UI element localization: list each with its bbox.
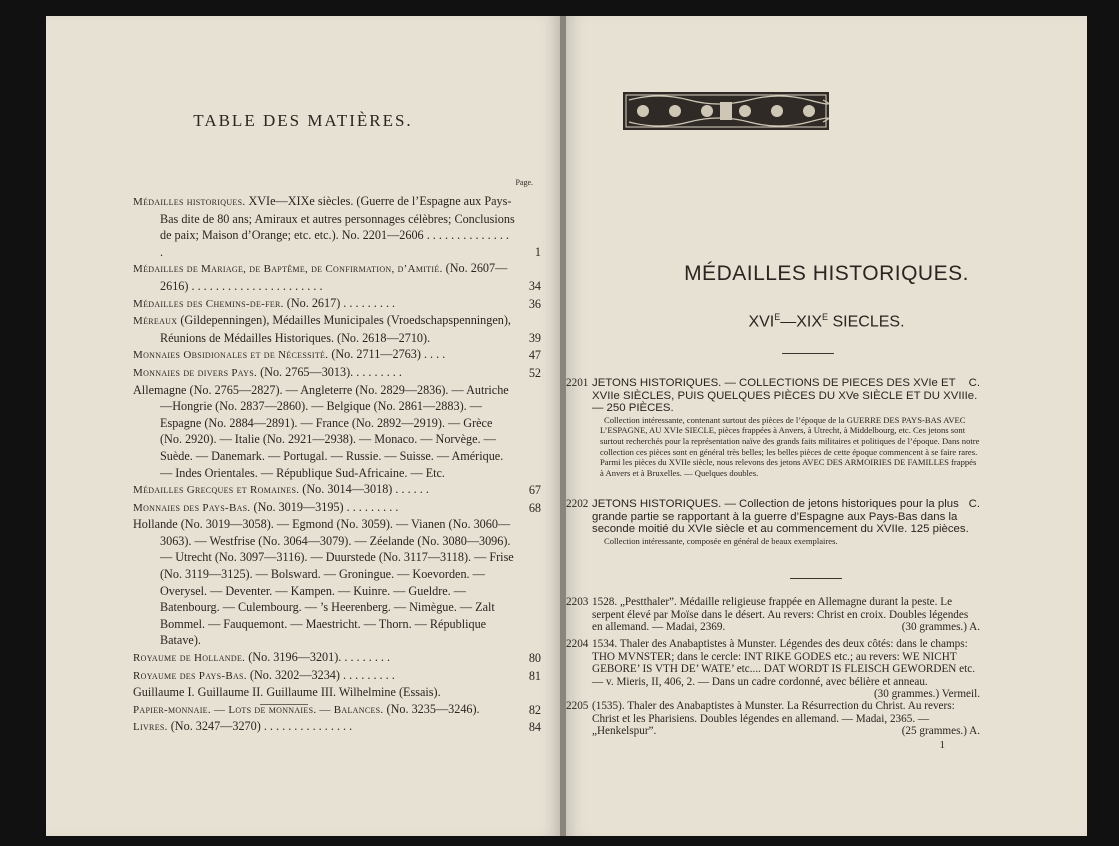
toc-entry-heading: Médailles historiques. bbox=[133, 196, 246, 208]
toc-entry-text: (No. 2617) . . . . . . . . . bbox=[283, 295, 396, 310]
toc-entry-heading: Monnaies de divers Pays. bbox=[133, 366, 258, 379]
toc-entry bbox=[133, 649, 541, 667]
lot-2202 bbox=[566, 498, 980, 546]
toc-page-number: 1 bbox=[534, 244, 541, 259]
toc-page-number: 82 bbox=[528, 702, 541, 717]
lot-number: 2203 bbox=[566, 596, 589, 608]
toc-entry bbox=[133, 481, 541, 499]
toc-page-number: 80 bbox=[528, 651, 541, 666]
toc-page-number: 39 bbox=[528, 330, 541, 345]
lot-text: 1534. Thaler des Anabaptistes à Munster. Légendes des deux côtés: dans le champs: THO MVNSTER; dans le cercle: INT RIKE GODES etc.; au revers: WE NICHT GEBORE’ IS VTH DE’ WATE’ etc.... DAT WORDT IS FLEISCH GEWORDEN etc. — v. Mieris, II, 406, 2. — Dans un cadre cordonné, avec bélière et anneau. bbox=[592, 638, 976, 688]
table-of-contents bbox=[133, 193, 541, 736]
toc-entry-heading: Médailles de Mariage, de Baptême, de Confirmation, d’Amitié. bbox=[133, 263, 443, 276]
lot-2201 bbox=[566, 377, 980, 478]
divider bbox=[260, 704, 308, 705]
lot-price: (25 grammes.) A. bbox=[901, 725, 980, 738]
toc-entry-heading: Papier-monnaie. — Lots de monnaies. — Balances. bbox=[133, 703, 384, 716]
toc-entry-text: (No. 2765—3013). . . . . . . . . bbox=[257, 364, 402, 379]
toc-entry bbox=[133, 516, 541, 649]
lot-price: C. bbox=[968, 377, 980, 389]
toc-entry bbox=[133, 382, 541, 482]
toc-entry-text: (No. 2607—2616) . . . . . . . . . . . . . . . . . . . . . . bbox=[160, 261, 508, 293]
lot-price: (30 grammes.) A. bbox=[901, 621, 980, 634]
right-page bbox=[566, 16, 1087, 836]
toc-entry bbox=[133, 346, 541, 364]
toc-page-number: 68 bbox=[528, 500, 541, 515]
lot-number: 2202 bbox=[566, 498, 589, 510]
lot-heading: JETONS HISTORIQUES. — Collection de jetons historiques pour la plus grande partie se rapportant à la guerre d’Espagne aux Pays-Bas dans la seconde moitié du XVIe siècle et au commencement du XVIIe. 125 pièces. bbox=[592, 498, 969, 536]
toc-entry bbox=[133, 667, 541, 685]
toc-page-number: 52 bbox=[528, 365, 541, 380]
lot-text: 1528. „Pestthaler”. Médaille religieuse frappée en Allemagne durant la peste. Le serpent élevé par Moïse dans le désert. Au revers: Christ en croix. Doubles légendes en allemand. — Madai, 2369. bbox=[592, 596, 969, 634]
toc-page-number: 34 bbox=[528, 278, 541, 293]
toc-entry-text: (No. 3196—3201). . . . . . . . . bbox=[245, 650, 391, 665]
toc-entry bbox=[133, 701, 541, 719]
toc-entry-text: (No. 2711—2763) . . . . bbox=[328, 347, 446, 362]
toc-entry-text: (No. 3235—3246). bbox=[383, 701, 480, 716]
page-number: 1 bbox=[939, 739, 945, 751]
toc-entry-text: Allemagne (No. 2765—2827). — Angleterre (No. 2829—2836). — Autriche—Hongrie (No. 2837—2860). — Belgique (No. 2861—2883). — Espagne (No. 2884—2891). — France (No. 2892—2919). — Grèce (No. 2920). — Italie (No. 2921—2938). — Monaco. — Norvège. — Suède. — Danemark. — Portugal. — Russie. — Suisse. — Amérique. — Indes Orientales. — République Sud-Africaine. — Etc. bbox=[133, 382, 509, 480]
toc-entry-text: Hollande (No. 3019—3058). — Egmond (No. 3059). — Vianen (No. 3060—3063). — Westfrise (No. 3064—3079). — Zéelande (No. 3080—3096). — Utrecht (No. 3097—3116). — Duurstede (No. 3117—3118). — Frise (No. 3119—3125). — Bolsward. — Groningue. — Koevorden. — Overysel. — Deventer. — Kampen. — Kuinre. — Gueldre. — Batenbourg. — Culembourg. — ’s Heerenberg. — Nimègue. — Zalt Bommel. — Fauquemont. — Maestricht. — Thorn. — République Batave). bbox=[133, 517, 514, 648]
toc-page-number: 47 bbox=[528, 348, 541, 363]
toc-entry bbox=[133, 364, 541, 382]
toc-entry bbox=[133, 718, 541, 736]
lot-2204 bbox=[566, 638, 980, 701]
lot-price: (30 grammes.) Vermeil. bbox=[873, 688, 980, 701]
toc-entry-heading: Royaume des Pays-Bas. bbox=[133, 669, 247, 682]
toc-entry-heading: Médailles des Chemins-de-fer. bbox=[133, 297, 284, 310]
toc-entry-heading: Méreaux bbox=[133, 315, 178, 328]
toc-entry-text: (Gildepenningen), Médailles Municipales (Vroedschapspenningen), Réunions de Médailles Historiques. (No. 2618—2710). bbox=[160, 313, 511, 345]
toc-entry bbox=[133, 499, 541, 517]
toc-entry-text: (No. 3202—3234) . . . . . . . . . bbox=[246, 667, 395, 682]
lot-2205 bbox=[566, 700, 980, 738]
toc-entry-text: XVIe—XIXe siècles. (Guerre de l’Espagne aux Pays-Bas dite de 80 ans; Amiraux et autres personnages célèbres; Conclusions de paix; Maison d’Orange; etc. etc.). No. 2201—2606 . . . . . . . . . . . . . . . bbox=[160, 194, 515, 259]
toc-page-number: 84 bbox=[528, 720, 541, 735]
toc-entry-text: (No. 3014—3018) . . . . . . bbox=[299, 482, 429, 497]
toc-page-number: 36 bbox=[528, 296, 541, 311]
toc-entry bbox=[133, 260, 541, 294]
lot-number: 2204 bbox=[566, 638, 589, 650]
lot-number: 2205 bbox=[566, 700, 589, 712]
toc-entry bbox=[133, 312, 541, 346]
lot-2203 bbox=[566, 596, 980, 634]
toc-entry-text: Guillaume I. Guillaume II. Guillaume III. Wilhelmine (Essais). bbox=[133, 685, 441, 700]
divider bbox=[782, 353, 834, 354]
lot-description: Collection intéressante, composée en général de beaux exemplaires. bbox=[604, 535, 838, 546]
decorative-header-ornament bbox=[623, 92, 829, 130]
toc-page-number: 81 bbox=[528, 668, 541, 683]
toc-entry bbox=[133, 193, 541, 260]
toc-entry-heading: Livres. bbox=[133, 721, 168, 734]
toc-entry bbox=[133, 295, 541, 313]
toc-entry-heading: Médailles Grecques et Romaines. bbox=[133, 484, 300, 497]
toc-entry-heading: Monnaies des Pays-Bas. bbox=[133, 501, 251, 514]
section-subtitle: $XVI^E—XIX^E$ SIECLES. bbox=[748, 312, 905, 331]
lot-description: Collection intéressante, contenant surtout des pièces de l’époque de la GUERRE DES PAYS-BAS AVEC L’ESPAGNE, AU XVIe SIECLE, pièces frappées à Anvers, à Utrecht, à Middelbourg, etc. Ces jetons sont surtout recherchés pour la représentation naïve des grands faits militaires et politiques de l’époque. Dans notre collection ces pièces sont en général très belles; les belles pièces de cette époque commencent à se faire rares. Parmi les pièces du XVIIe siècle, nous relevons des jetons AVEC DES ARMOIRIES DE FAMILLES frappés à Anvers et à Bruxelles. — Quelques doubles. bbox=[600, 414, 980, 478]
toc-entry-text: (No. 3019—3195) . . . . . . . . . bbox=[250, 499, 399, 514]
lot-text: (1535). Thaler des Anabaptistes à Munster. La Résurrection du Christ. Au revers: Christ et les Pharisiens. Doubles légendes en allemand. — Madai, 2365. — „Henkelspur”. bbox=[592, 700, 955, 738]
page-column-label: Page. bbox=[515, 178, 533, 187]
left-page bbox=[46, 16, 560, 836]
toc-entry bbox=[133, 684, 541, 701]
toc-entry-heading: Monnaies Obsidionales et de Nécessité. bbox=[133, 349, 329, 362]
toc-page-number: 67 bbox=[528, 483, 541, 498]
lot-number: 2201 bbox=[566, 377, 589, 389]
lot-price: C. bbox=[968, 498, 980, 510]
toc-entry-heading: Royaume de Hollande. bbox=[133, 652, 246, 665]
section-title: MÉDAILLES HISTORIQUES. bbox=[684, 262, 969, 285]
toc-entry-text: (No. 3247—3270) . . . . . . . . . . . . . . . bbox=[167, 719, 353, 734]
divider bbox=[790, 578, 842, 579]
toc-title: TABLE DES MATIÈRES. bbox=[193, 111, 413, 130]
lot-heading: JETONS HISTORIQUES. — COLLECTIONS DE PIECES DES XVIe ET XVIIe SIÈCLES, PUIS QUELQUES PIÈCES DU XVe SIÈCLE ET DU XVIIIe. — 250 PIÈCES. bbox=[592, 377, 978, 415]
